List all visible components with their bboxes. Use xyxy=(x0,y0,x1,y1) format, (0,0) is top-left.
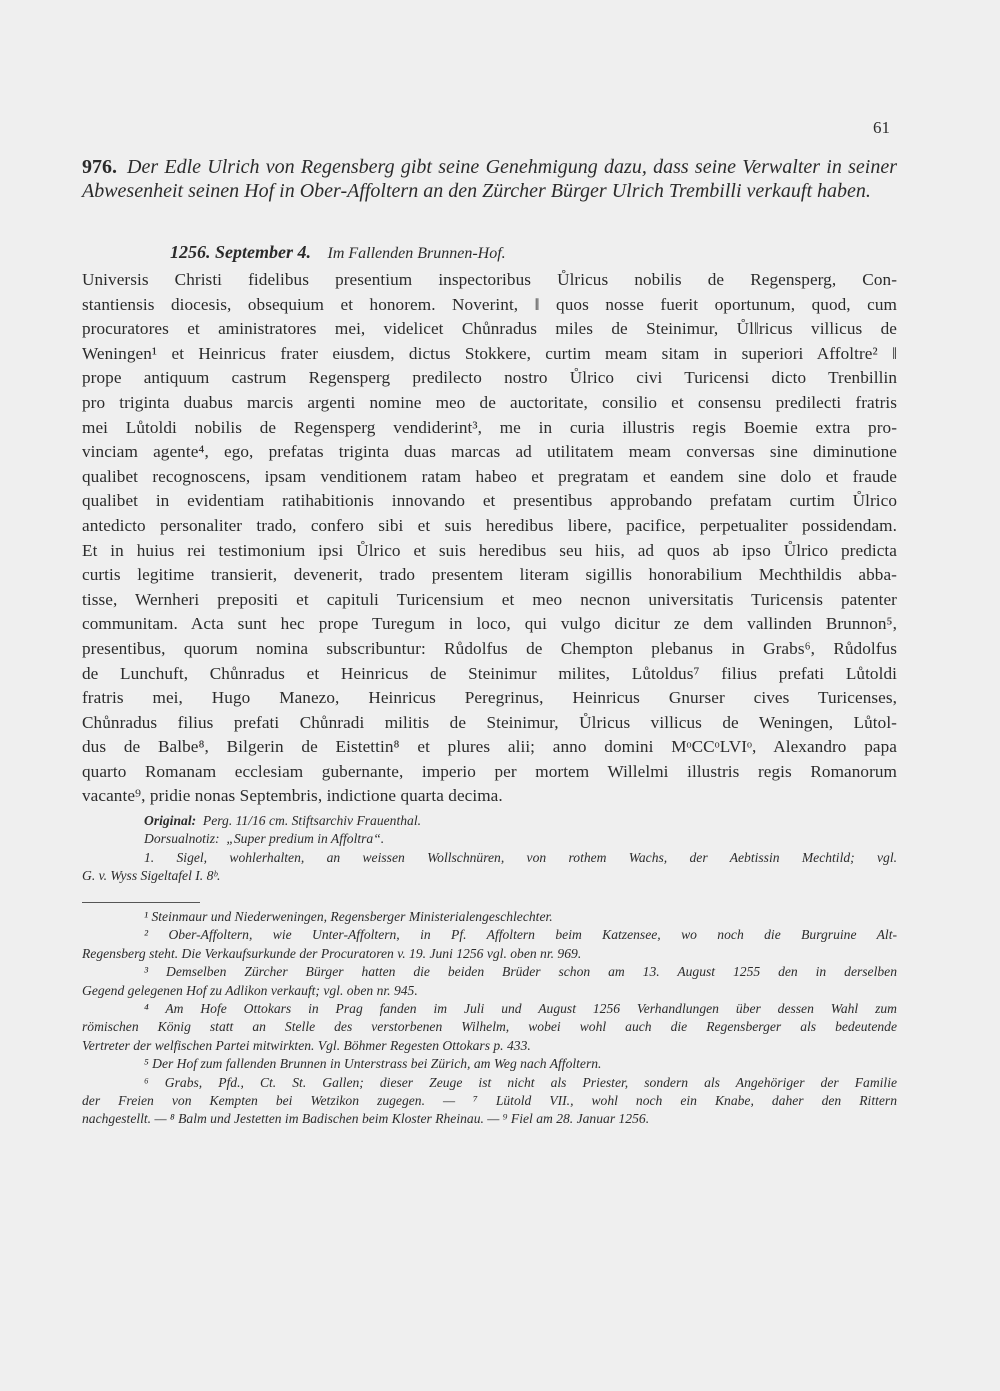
document-summary: Der Edle Ulrich von Regensberg gibt seine Genehmigung dazu, dass seine Verwalter in seiner Abwesenheit seinen Hof in Ober-Affoltern an den Zürcher Bürger Ulrich Trembilli verkauft haben. xyxy=(82,156,897,202)
footnote-line: der Freien von Kempten bei Wetzikon zugegen. — ⁷ Lütold VII., wohl noch ein Knabe, daher den Rittern xyxy=(82,1093,897,1109)
charter-line: fratris mei, Hugo Manezo, Heinricus Peregrinus, Heinricus Gnurser cives Turicenses, xyxy=(82,688,897,708)
footnote-line: ¹ Steinmaur und Niederweningen, Regensberger Ministerialengeschlechter. xyxy=(144,909,553,924)
charter-line: curtis legitime transierit, devenerit, trado presentem literam sigillis honorabilium Mechthildis abba- xyxy=(82,565,897,585)
page-number: 61 xyxy=(873,118,890,137)
charter-line: pro triginta duabus marcis argenti nomine meo de auctoritate, consilio et consensu predilecti fratris xyxy=(82,392,897,412)
charter-line: de Lunchuft, Chůnradus et Heinricus de Steinimur milites, Lůtoldus⁷ filius prefati Lůtoldi xyxy=(82,663,897,683)
charter-line: dus de Balbe⁸, Bilgerin de Eistettin⁸ et plures alii; anno domini MᵒCCᵒLVIᵒ, Alexandro papa xyxy=(82,737,897,757)
archival-notes xyxy=(82,812,897,885)
charter-line: vinciam agente⁴, ego, prefatas triginta duas marcas ad utilitatem meam conversas sine diminutione xyxy=(82,442,897,462)
charter-line: tisse, Wernheri prepositi et capituli Turicensium et meo necnon universitatis Turicensis patenter xyxy=(82,589,897,609)
footnote-line: ⁴ Am Hofe Ottokars in Prag fanden im Juli und August 1256 Verhandlungen über dessen Wahl zum xyxy=(144,1001,897,1017)
charter-line: procuratores et aministratores mei, videlicet Chůnradus miles de Steinimur, Ůl‖ricus villicus de xyxy=(82,319,897,339)
charter-line: mei Lůtoldi nobilis de Regensperg vendiderint³, me in curia illustris regis Boemie extra pro- xyxy=(82,417,897,437)
footnote-line: römischen König statt an Stelle des verstorbenen Wilhelm, wobei wohl auch die Regensberger als bedeutende xyxy=(82,1019,897,1035)
footnote-divider xyxy=(82,902,200,903)
original-text: Perg. 11/16 cm. Stiftsarchiv Frauenthal. xyxy=(202,813,422,828)
charter-line: Chůnradus filius prefati Chůnradi militis de Steinimur, Ůlricus villicus de Weningen, Lůtol- xyxy=(82,712,897,732)
footnote-line: Gegend gelegenen Hof zu Adlikon verkauft; vgl. oben nr. 945. xyxy=(82,982,418,998)
footnote-line: ⁵ Der Hof zum fallenden Brunnen in Unterstrass bei Zürich, am Weg nach Affoltern. xyxy=(144,1056,602,1072)
charter-line: qualibet in evidentiam ratihabitionis innovando et presentibus approbando prefatam curtim Ůlrico xyxy=(82,491,897,511)
document-number: 976. xyxy=(82,156,117,178)
footnote-line: Regensberg steht. Die Verkaufsurkunde der Procuratoren v. 19. Juni 1256 vgl. oben nr. 969. xyxy=(82,945,582,961)
footnotes xyxy=(82,908,897,1129)
charter-line: Weningen¹ et Heinricus frater eiusdem, dictus Stokkere, curtim meam sitam in superiori Affoltre² ‖ xyxy=(82,343,897,363)
footnote-line: ³ Demselben Zürcher Bürger hatten die beiden Brüder schon am 13. August 1255 den in derselben xyxy=(144,964,897,980)
charter-line: qualibet recognoscens, ipsam venditionem ratam habeo et pregratam et eandem sine dolo et fraude xyxy=(82,466,897,486)
dateline xyxy=(170,242,506,263)
dorsual-note xyxy=(82,830,897,848)
charter-line: Universis Christi fidelibus presentium inspectoribus Ůlricus nobilis de Regensperg, Con- xyxy=(82,270,897,289)
charter-line: prope antiquum castrum Regensperg predilecto nostro Ůlrico civi Turicensi dicto Trenbillin xyxy=(82,368,897,388)
document-date: 1256. September 4. xyxy=(170,242,311,262)
original-note xyxy=(82,812,897,830)
seal-note-line: G. v. Wyss Sigeltafel I. 8ᵇ. xyxy=(82,867,221,883)
charter-line: stantiensis diocesis, obsequium et honorem. Noverint, ‖ quos nosse fuerit oportunum, quod, cum xyxy=(82,294,897,314)
footnote-line: Vertreter der welfischen Partei mitwirkten. Vgl. Böhmer Regesten Ottokars p. 433. xyxy=(82,1037,531,1053)
charter-line: quarto Romanam ecclesiam gubernante, imperio per mortem Willelmi illustris regis Romanorum xyxy=(82,761,897,781)
charter-line: antedicto personaliter trado, confero sibi et suis heredibus libere, pacifice, perpetualiter possidendam. xyxy=(82,515,897,535)
seal-note-line: 1. Sigel, wohlerhalten, an weissen Wollschnüren, von rothem Wachs, der Aebtissin Mechtild; vgl. xyxy=(144,849,897,865)
footnote-line: ⁶ Grabs, Pfd., Ct. St. Gallen; dieser Zeuge ist nicht als Priester, sondern als Angehöriger der Familie xyxy=(144,1074,897,1090)
dorsual-label: Dorsualnotiz: xyxy=(144,831,220,847)
footnote-line: nachgestellt. — ⁸ Balm und Jestetten im Badischen beim Kloster Rheinau. — ⁹ Fiel am 28. Januar 1256. xyxy=(82,1111,650,1127)
charter-line: Et in huius rei testimonium ipsi Ůlrico et suis heredibus seu hiis, ad quos ab ipso Ůlrico predicta xyxy=(82,540,897,560)
footnote-line: ² Ober-Affoltern, wie Unter-Affoltern, in Pf. Affoltern beim Katzensee, wo noch die Burgruine Alt- xyxy=(144,927,897,943)
document-place: Im Fallenden Brunnen-Hof. xyxy=(327,245,506,262)
charter-text xyxy=(82,268,897,809)
dorsual-text: „Super predium in Affoltra“. xyxy=(226,831,385,847)
charter-line: presentibus, quorum nomina subscribuntur: Růdolfus de Chempton plebanus in Grabs⁶, Růdolfus xyxy=(82,638,897,658)
document-heading xyxy=(82,155,897,203)
charter-line: vacante⁹, pridie nonas Septembris, indictione quarta decima. xyxy=(82,786,503,806)
charter-line: communitam. Acta sunt hec prope Turegum in loco, qui vulgo dicitur ze dem vallinden Brunnon⁵, xyxy=(82,614,897,634)
original-label: Original: xyxy=(144,813,197,828)
